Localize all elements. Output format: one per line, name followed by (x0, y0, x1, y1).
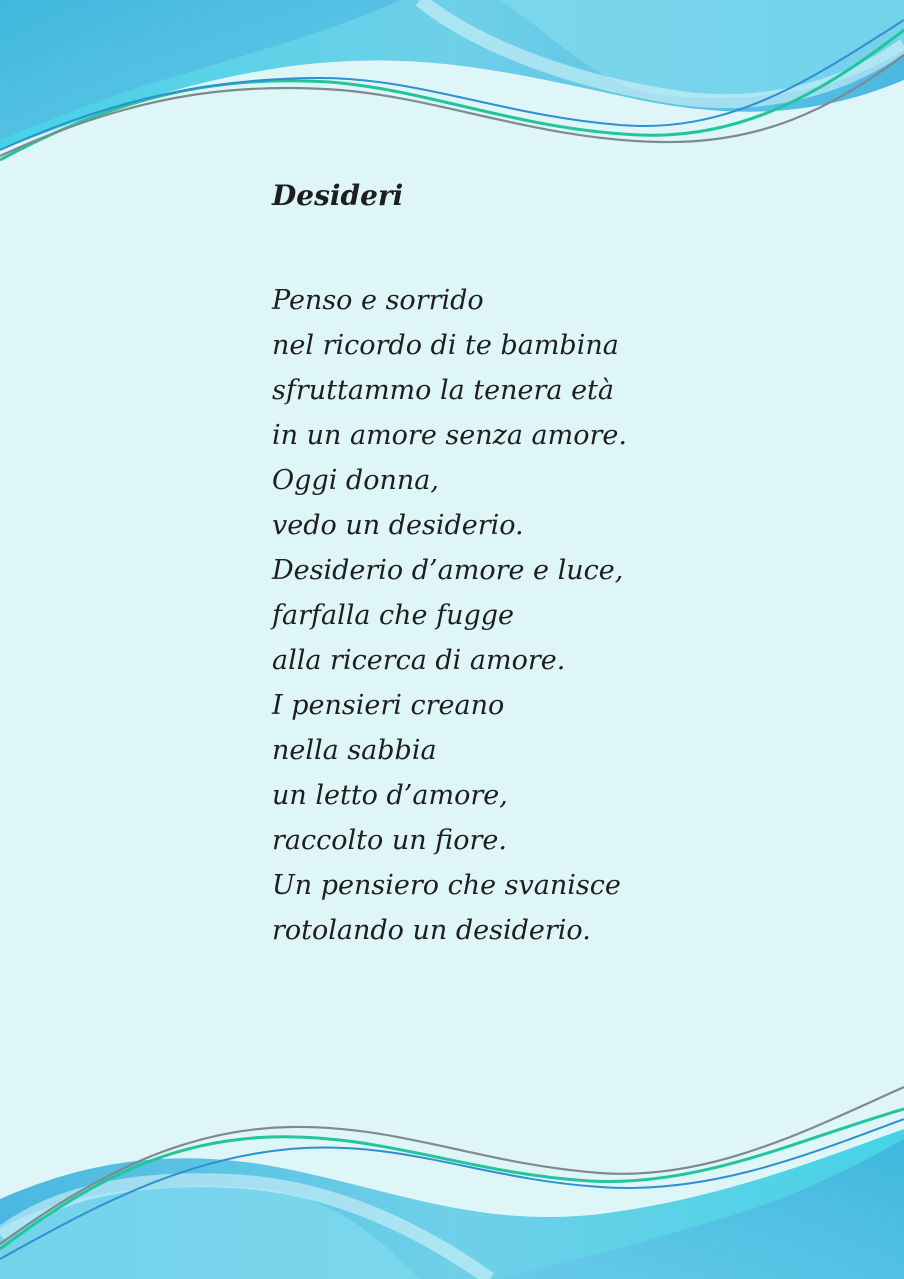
poem-lines (272, 278, 832, 953)
poem-line: nella sabbia (272, 735, 437, 766)
poem-title: Desideri (272, 179, 404, 212)
poem-line: farfalla che fugge (272, 600, 515, 631)
poem-line: in un amore senza amore. (272, 420, 627, 451)
poem-line: alla ricerca di amore. (272, 645, 566, 676)
poem-line: sfruttammo la tenera età (272, 375, 615, 406)
bottom-wave-decoration (0, 1069, 904, 1279)
poem (272, 176, 832, 953)
poem-line: Oggi donna, (272, 465, 439, 496)
poem-line: Un pensiero che svanisce (272, 870, 621, 901)
poem-line: rotolando un desiderio. (272, 915, 591, 946)
poem-line: raccolto un fiore. (272, 825, 507, 856)
poem-line: un letto d’amore, (272, 780, 508, 811)
poem-line: Desiderio d’amore e luce, (272, 555, 624, 586)
poem-line: Penso e sorrido (272, 285, 484, 316)
poem-line: I pensieri creano (272, 690, 505, 721)
poem-line: nel ricordo di te bambina (272, 330, 619, 361)
poem-line: vedo un desiderio. (272, 510, 524, 541)
